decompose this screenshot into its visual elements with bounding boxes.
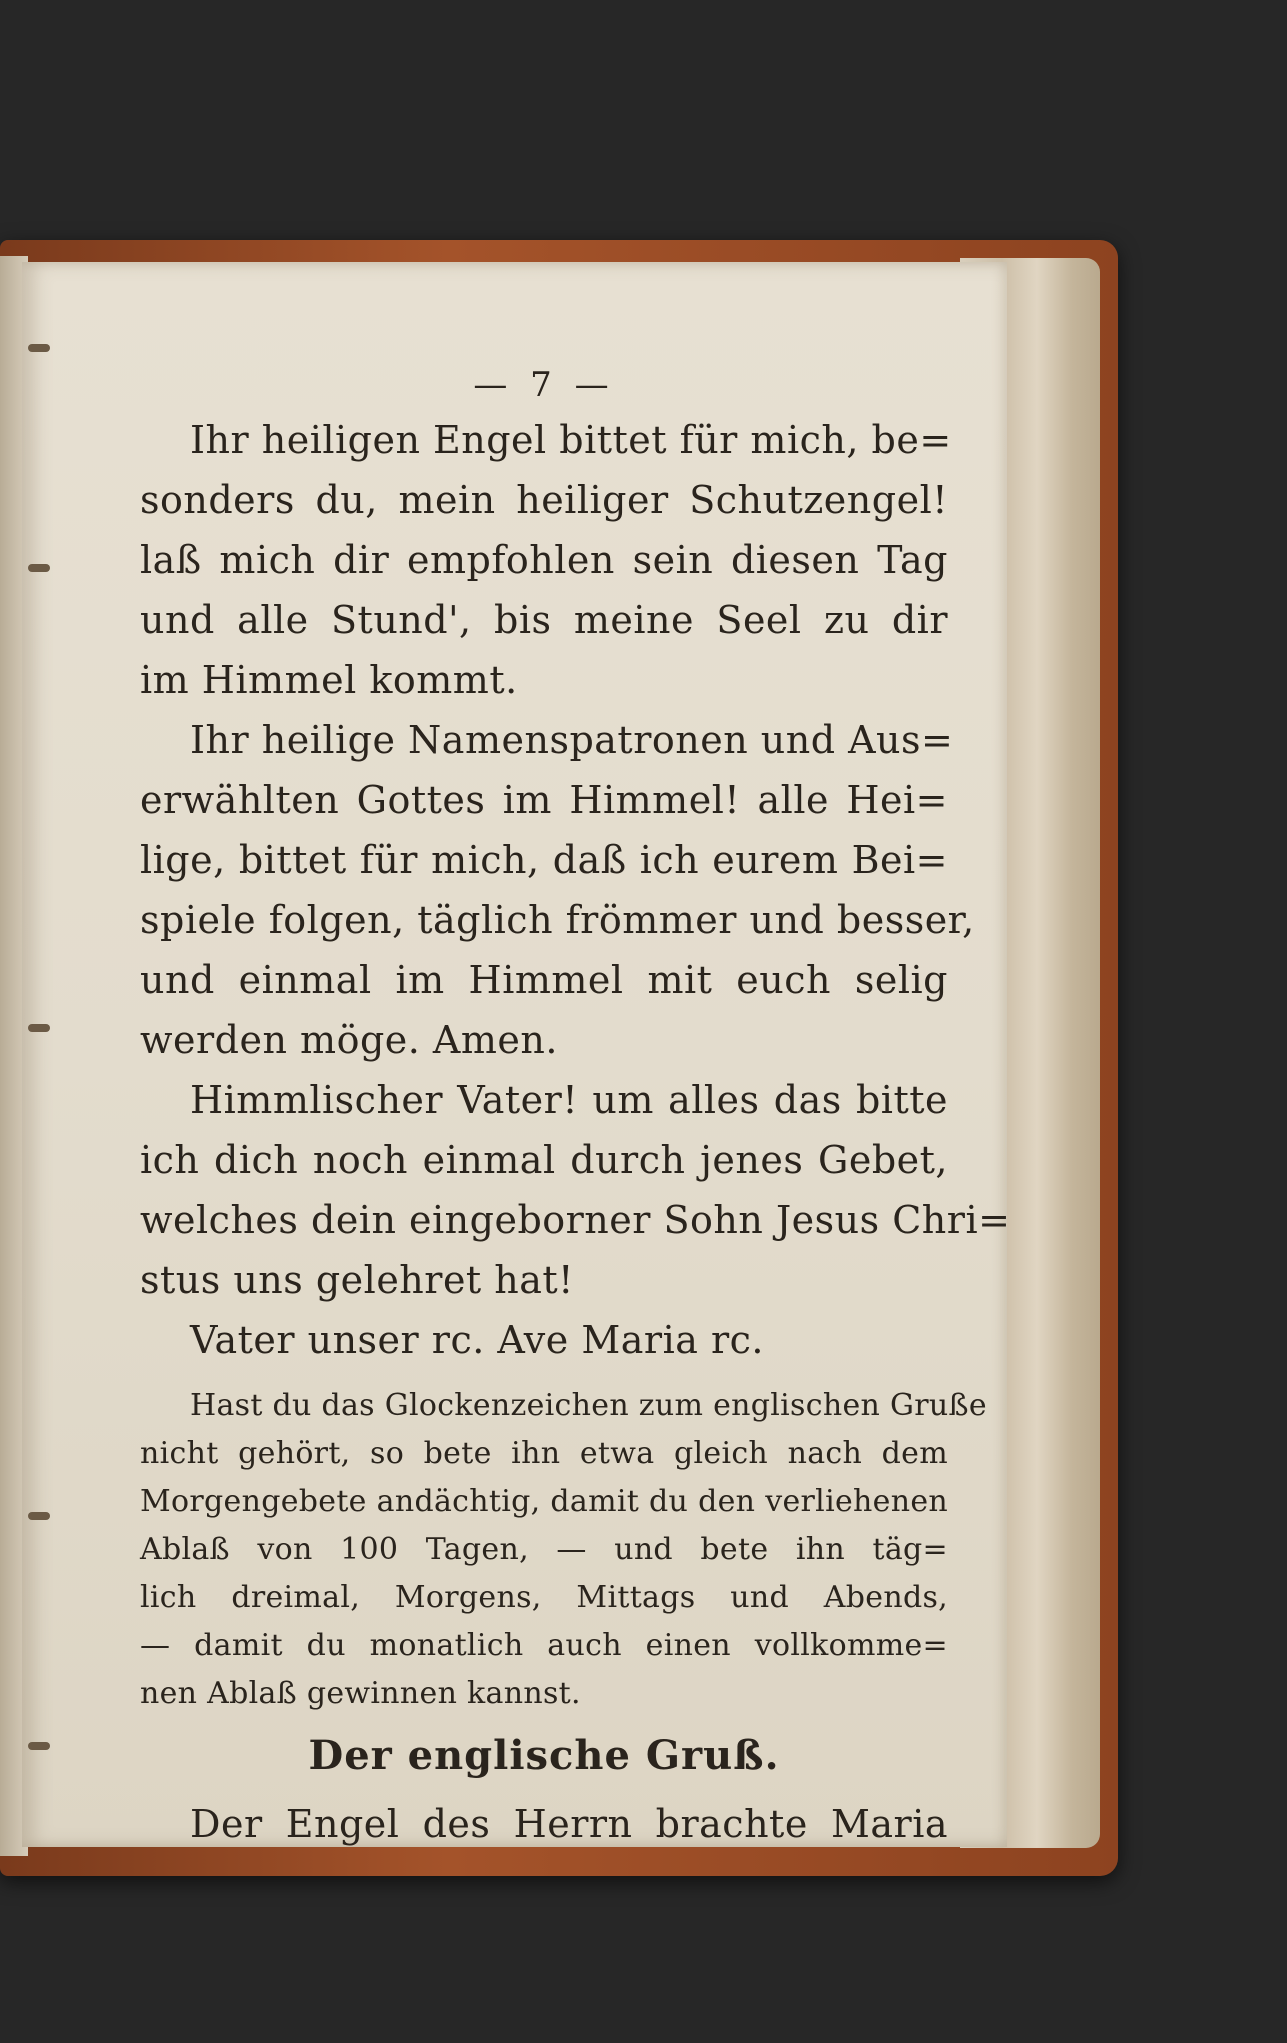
note-line: Hast du das Glockenzeichen zum englischen Gruße	[190, 1388, 987, 1423]
text-line: Ihr heilige Namenspatronen und Aus=	[190, 718, 954, 762]
text-line: welches dein eingeborner Sohn Jesus Chri=	[140, 1198, 1011, 1242]
binding-stitch	[28, 564, 50, 572]
binding-stitch	[28, 1512, 50, 1520]
text-line: lige, bittet für mich, daß ich eurem Bei=	[140, 838, 948, 882]
paragraph-heavenly-father	[140, 1070, 1011, 1310]
page-text	[140, 362, 1011, 1854]
text-line: spiele folgen, täglich frömmer und besser,	[140, 898, 975, 942]
note-line: Ablaß von 100 Tagen, — und bete ihn täg=	[140, 1532, 948, 1567]
text-line: stus uns gelehret hat!	[140, 1258, 574, 1302]
binding-stitch	[28, 1742, 50, 1750]
text-line: Himmlischer Vater! um alles das bitte	[190, 1078, 948, 1122]
text-line: ich dich noch einmal durch jenes Gebet,	[140, 1138, 948, 1182]
note-line: nicht gehört, so bete ihn etwa gleich nach dem	[140, 1436, 948, 1471]
page-number: — 7 —	[473, 365, 615, 405]
text-line: sonders du, mein heiliger Schutzengel!	[140, 478, 948, 522]
text-line: und alle Stund', bis meine Seel zu dir	[140, 598, 948, 642]
text-line: erwählten Gottes im Himmel! alle Hei=	[140, 778, 948, 822]
text-line: im Himmel kommt.	[140, 658, 518, 702]
paragraph-patron-saints	[140, 710, 975, 1070]
section-heading: Der englische Gruß.	[308, 1732, 780, 1779]
book-page	[22, 262, 1011, 1847]
note-line: — damit du monatlich auch einen vollkomme=	[140, 1628, 948, 1663]
text-line: Vater unser rc. Ave Maria rc.	[190, 1318, 764, 1362]
text-line: Ihr heiligen Engel bittet für mich, be=	[190, 418, 952, 462]
paragraph-prayers	[140, 1310, 948, 1370]
text-line: Der Engel des Herrn brachte Maria	[190, 1802, 948, 1846]
binding-stitch	[28, 1024, 50, 1032]
text-line: werden möge. Amen.	[140, 1018, 558, 1062]
paragraph-guardian-angels	[140, 410, 952, 710]
text-line: laß mich dir empfohlen sein diesen Tag	[140, 538, 948, 582]
note-line: nen Ablaß gewinnen kannst.	[140, 1676, 581, 1711]
note-angelus-indulgence	[140, 1382, 987, 1718]
text-line: und einmal im Himmel mit euch selig	[140, 958, 948, 1002]
note-line: Morgengebete andächtig, damit du den verliehenen	[140, 1484, 948, 1519]
note-line: lich dreimal, Morgens, Mittags und Abends,	[140, 1580, 948, 1615]
binding-stitch	[28, 344, 50, 352]
